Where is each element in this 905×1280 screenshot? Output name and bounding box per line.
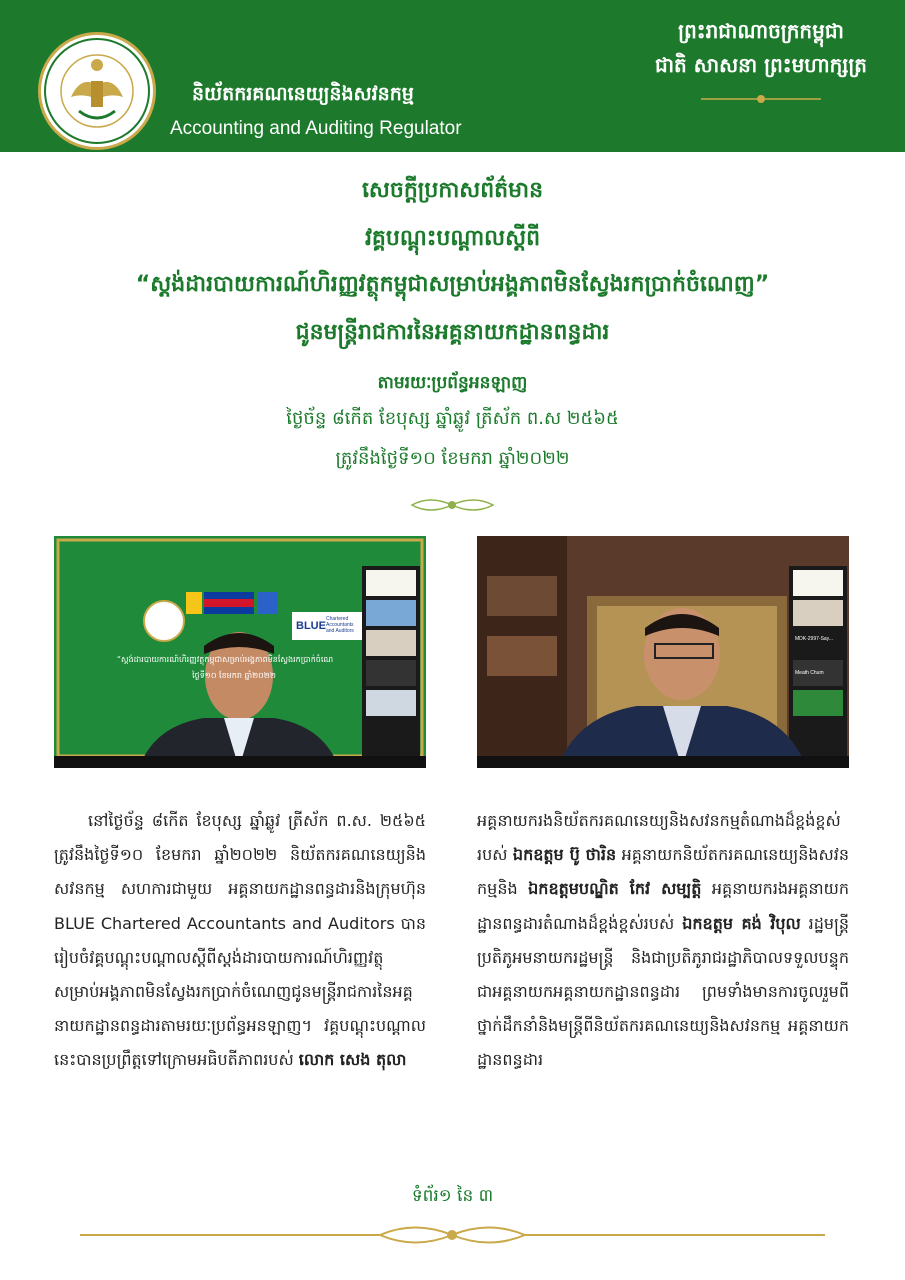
motto-ornament [655,82,867,98]
banner-course-date: ថ្ងៃទី១០ ខែមករា ឆ្នាំ២០២២ [192,671,276,680]
body-column-right [477,804,849,1078]
organization-logo [38,32,156,150]
video-call-photo-left [54,536,426,768]
banner-course-title: “ស្តង់ដារបាយការណ៍ហិរញ្ញវត្ថុកម្ពុជាសម្រាប់អង្គភាពមិនស្វែងរកប្រាក់ចំណេ [116,655,334,664]
blue-company-logo: BLUE [296,620,326,632]
title-online-mode: តាមរយៈប្រព័ន្ធអនឡាញ [377,373,528,393]
kingdom-line-2: ជាតិ សាសនា ព្រះមហាក្សត្រ [655,53,867,77]
body-bold-name-3: ឯកឧត្តម គង់ វិបុល [682,913,801,933]
video-call-photo-right [477,536,849,768]
body-text-right-a: អគ្គនាយករងនិយ័តករគណនេយ្យនិងសវនកម្មតំណាងដ៏ខ្ពង់ខ្ពស់របស់ [477,811,841,865]
kingdom-motto [655,14,867,98]
body-bold-chair: លោក សេង តុលា [298,1050,407,1070]
body-text-right-d: រដ្ឋមន្ត្រីប្រតិភូអមនាយករដ្ឋមន្ត្រី និងជាប្រតិភូរាជរដ្ឋាភិបាលទទួលបន្ទុកជាអគ្គនាយកអគ្គនាយកដ្ឋានពន្ធដារ ព្រមទាំងមានការចូលរួមពីថ្នាក់ដឹកនាំនិងមន្ត្រីពីនិយ័តករគណនេយ្យនិងសវនកម្ម អគ្គនាយកដ្ឋានពន្ធដារ [477,913,849,1070]
ornament-divider [410,495,495,515]
footer-ornament [80,1220,825,1250]
body-text-right-b: អគ្គនាយកនិយ័តករគណនេយ្យនិងសវនកម្មនិង [477,845,849,899]
body-column-left [54,804,426,1078]
header-banner [0,0,905,152]
body-text-left: នៅថ្ងៃច័ន្ទ ៨កើត ខែបុស្ស ឆ្នាំឆ្លូវ ត្រីស័ក ព.ស. ២៥៦៥ ត្រូវនឹងថ្ងៃទី១០ ខែមករា ឆ្នាំ២០២២ និយ័តករគណនេយ្យនិងសវនកម្ម សហការជាមួយ អគ្គនាយកដ្ឋានពន្ធដារនិងក្រុមហ៊ុន BLUE Chartered Accountants and Auditors បានរៀបចំវគ្គបណ្តុះបណ្តាលស្តីពីស្តង់ដារបាយការណ៍ហិរញ្ញវត្ថុសម្រាប់អង្គភាពមិនស្វែងរកប្រាក់ចំណេញជូនមន្ត្រីរាជការនៃអគ្គនាយកដ្ឋានពន្ធដារតាមរយៈប្រព័ន្ធអនឡាញ។ វគ្គបណ្តុះបណ្តាលនេះបានប្រព្រឹត្តទៅក្រោមអធិបតីភាពរបស់ [54,811,426,1070]
blue-company-subtitle: Chartered Accountants and Auditors [326,616,354,634]
body-bold-name-1: ឯកឧត្តម ប៊ូ ថារិន [512,845,617,865]
participant-tile-label-1: MDK-2997-Say... [795,636,833,642]
title-training-course: វគ្គបណ្តុះបណ្តាលស្តីពី [364,226,541,251]
organization-name-khmer: និយ័តករគណនេយ្យនិងសវនកម្ម [192,83,414,105]
participant-tile-label-2: Meath Chum [795,670,824,676]
title-press-release: សេចក្តីប្រកាសព័ត៌មាន [361,178,544,203]
page-number: ទំព័រ១ នៃ ៣ [411,1186,494,1206]
organization-name-english: Accounting and Auditing Regulator [170,118,462,139]
body-text-right-c: អគ្គនាយករងអគ្គនាយកដ្ឋានពន្ធដារតំណាងដ៏ខ្ពង់ខ្ពស់របស់ [477,879,849,933]
body-bold-name-2: ឯកឧត្តមបណ្ឌិត កែវ សម្បត្តិ [528,879,702,899]
title-course-name: “ស្តង់ដារបាយការណ៍ហិរញ្ញវត្ថុកម្ពុជាសម្រាប់អង្គភាពមិនស្វែងរកប្រាក់ចំណេញ” [135,272,770,297]
title-audience: ជូនមន្ត្រីរាជការនៃអគ្គនាយកដ្ឋានពន្ធដារ [295,320,610,345]
title-lunar-date: ថ្ងៃច័ន្ទ ៨កើត ខែបុស្ស ឆ្នាំឆ្លូវ ត្រីស័ក ព.ស ២៥៦៥ [286,408,619,429]
kingdom-line-1: ព្រះរាជាណាចក្រកម្ពុជា [678,19,844,43]
title-gregorian-date: ត្រូវនឹងថ្ងៃទី១០ ខែមករា ឆ្នាំ២០២២ [335,448,570,469]
